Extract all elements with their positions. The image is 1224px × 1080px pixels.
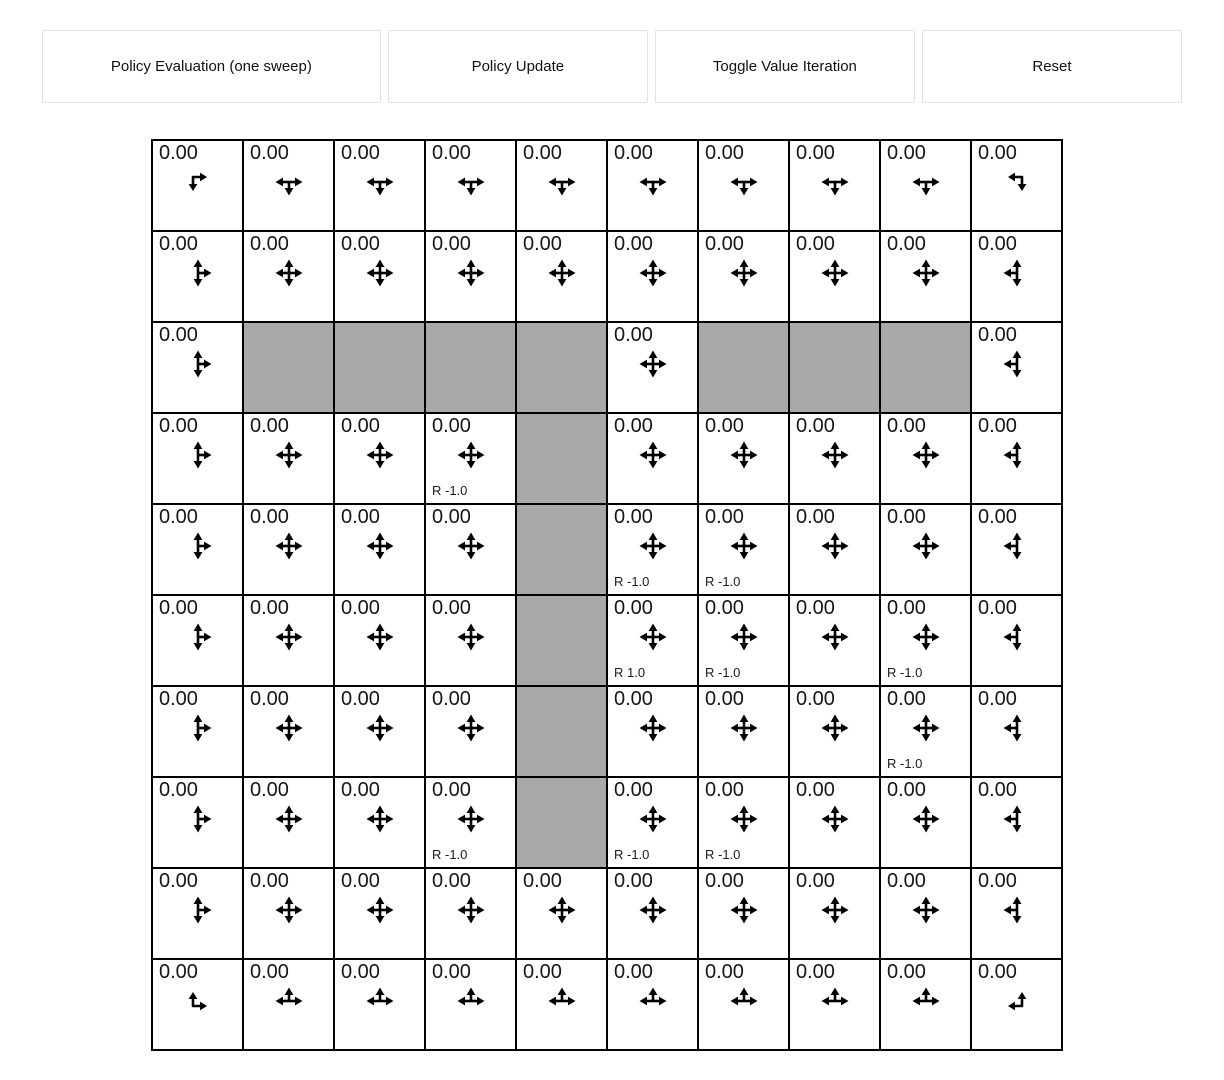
policy-arrows-icon <box>1002 895 1032 925</box>
state-value: 0.00 <box>705 597 744 619</box>
state-value: 0.00 <box>887 142 926 164</box>
policy-arrows-icon <box>638 713 668 743</box>
state-value: 0.00 <box>159 961 198 983</box>
policy-arrows-icon <box>1002 440 1032 470</box>
state-value: 0.00 <box>159 506 198 528</box>
policy-arrows-icon <box>729 713 759 743</box>
policy-arrows-icon <box>729 258 759 288</box>
policy-arrows-icon <box>456 440 486 470</box>
state-value: 0.00 <box>159 597 198 619</box>
policy-arrows-icon <box>274 440 304 470</box>
reward-label: R -1.0 <box>614 847 650 862</box>
policy-arrows-icon <box>274 804 304 834</box>
state-value: 0.00 <box>250 597 289 619</box>
state-value: 0.00 <box>432 415 471 437</box>
state-value: 0.00 <box>341 688 380 710</box>
state-value: 0.00 <box>705 961 744 983</box>
wall-cell <box>516 322 607 413</box>
state-cell <box>516 231 607 322</box>
state-cell <box>607 595 698 686</box>
state-cell <box>880 868 971 959</box>
state-cell <box>698 595 789 686</box>
state-cell <box>789 777 880 868</box>
policy-arrows-icon <box>820 804 850 834</box>
state-value: 0.00 <box>432 961 471 983</box>
state-cell <box>516 959 607 1050</box>
state-cell <box>880 504 971 595</box>
policy-arrows-icon <box>547 986 577 1016</box>
state-cell <box>243 231 334 322</box>
state-value: 0.00 <box>705 506 744 528</box>
state-cell <box>607 140 698 231</box>
policy-arrows-icon <box>183 349 213 379</box>
state-value: 0.00 <box>978 233 1017 255</box>
state-value: 0.00 <box>796 870 835 892</box>
state-value: 0.00 <box>614 961 653 983</box>
state-cell <box>789 959 880 1050</box>
policy-arrows-icon <box>638 622 668 652</box>
policy-arrows-icon <box>638 531 668 561</box>
state-value: 0.00 <box>796 233 835 255</box>
state-cell <box>607 413 698 504</box>
state-value: 0.00 <box>978 506 1017 528</box>
state-cell <box>607 231 698 322</box>
wall-cell <box>698 322 789 413</box>
state-cell <box>152 231 243 322</box>
reward-label: R -1.0 <box>887 665 923 680</box>
state-value: 0.00 <box>432 597 471 619</box>
state-value: 0.00 <box>614 870 653 892</box>
state-value: 0.00 <box>887 688 926 710</box>
policy-arrows-icon <box>365 622 395 652</box>
state-cell <box>334 686 425 777</box>
state-value: 0.00 <box>796 142 835 164</box>
state-cell <box>607 504 698 595</box>
policy-arrows-icon <box>1002 804 1032 834</box>
state-value: 0.00 <box>341 415 380 437</box>
wall-cell <box>789 322 880 413</box>
state-value: 0.00 <box>250 233 289 255</box>
state-cell <box>152 595 243 686</box>
state-cell <box>243 959 334 1050</box>
policy-arrows-icon <box>183 531 213 561</box>
policy-arrows-icon <box>1002 531 1032 561</box>
state-value: 0.00 <box>705 779 744 801</box>
toolbar <box>42 30 1182 103</box>
state-cell <box>971 231 1062 322</box>
reward-label: R -1.0 <box>887 756 923 771</box>
state-value: 0.00 <box>614 597 653 619</box>
state-value: 0.00 <box>978 415 1017 437</box>
state-cell <box>607 959 698 1050</box>
policy-arrows-icon <box>911 986 941 1016</box>
state-cell <box>334 140 425 231</box>
state-cell <box>971 777 1062 868</box>
state-value: 0.00 <box>614 142 653 164</box>
state-value: 0.00 <box>159 142 198 164</box>
policy-arrows-icon <box>638 258 668 288</box>
policy-arrows-icon <box>183 986 213 1016</box>
state-value: 0.00 <box>523 870 562 892</box>
wall-cell <box>243 322 334 413</box>
state-value: 0.00 <box>250 415 289 437</box>
reward-label: R -1.0 <box>432 847 468 862</box>
wall-cell <box>516 777 607 868</box>
state-value: 0.00 <box>978 961 1017 983</box>
policy-arrows-icon <box>911 167 941 197</box>
state-cell <box>971 868 1062 959</box>
policy-arrows-icon <box>456 986 486 1016</box>
state-cell <box>243 504 334 595</box>
policy-arrows-icon <box>456 804 486 834</box>
state-cell <box>607 686 698 777</box>
state-value: 0.00 <box>250 142 289 164</box>
wall-cell <box>880 322 971 413</box>
policy-arrows-icon <box>456 531 486 561</box>
state-value: 0.00 <box>523 142 562 164</box>
state-cell <box>334 777 425 868</box>
state-cell <box>880 140 971 231</box>
state-cell <box>698 777 789 868</box>
state-value: 0.00 <box>341 961 380 983</box>
state-value: 0.00 <box>341 597 380 619</box>
state-value: 0.00 <box>432 870 471 892</box>
policy-arrows-icon <box>456 258 486 288</box>
policy-arrows-icon <box>638 804 668 834</box>
policy-arrows-icon <box>456 167 486 197</box>
state-value: 0.00 <box>614 415 653 437</box>
wall-cell <box>516 504 607 595</box>
state-cell <box>243 686 334 777</box>
state-value: 0.00 <box>887 506 926 528</box>
policy-arrows-icon <box>183 167 213 197</box>
state-value: 0.00 <box>796 506 835 528</box>
policy-arrows-icon <box>911 258 941 288</box>
state-cell <box>607 322 698 413</box>
policy-arrows-icon <box>274 895 304 925</box>
policy-arrows-icon <box>820 986 850 1016</box>
state-value: 0.00 <box>523 961 562 983</box>
state-cell <box>971 686 1062 777</box>
policy-arrows-icon <box>911 804 941 834</box>
state-cell <box>334 413 425 504</box>
state-cell <box>152 868 243 959</box>
policy-arrows-icon <box>729 986 759 1016</box>
policy-arrows-icon <box>274 713 304 743</box>
reward-label: R 1.0 <box>614 665 646 680</box>
state-value: 0.00 <box>159 233 198 255</box>
state-cell <box>152 140 243 231</box>
state-cell <box>425 140 516 231</box>
state-value: 0.00 <box>159 870 198 892</box>
state-cell <box>880 959 971 1050</box>
state-cell <box>425 413 516 504</box>
state-value: 0.00 <box>432 779 471 801</box>
state-cell <box>425 231 516 322</box>
state-cell <box>698 413 789 504</box>
state-value: 0.00 <box>250 961 289 983</box>
policy-arrows-icon <box>456 622 486 652</box>
policy-arrows-icon <box>820 895 850 925</box>
state-cell <box>698 686 789 777</box>
state-value: 0.00 <box>341 142 380 164</box>
state-cell <box>425 686 516 777</box>
state-cell <box>789 140 880 231</box>
policy-arrows-icon <box>183 895 213 925</box>
policy-arrows-icon <box>820 622 850 652</box>
state-value: 0.00 <box>887 597 926 619</box>
state-value: 0.00 <box>887 415 926 437</box>
state-cell <box>516 140 607 231</box>
reward-label: R -1.0 <box>705 665 741 680</box>
state-value: 0.00 <box>978 142 1017 164</box>
policy-arrows-icon <box>638 440 668 470</box>
state-value: 0.00 <box>978 870 1017 892</box>
state-value: 0.00 <box>705 688 744 710</box>
state-cell <box>789 413 880 504</box>
policy-arrows-icon <box>820 167 850 197</box>
state-cell <box>334 504 425 595</box>
state-value: 0.00 <box>432 506 471 528</box>
state-cell <box>880 686 971 777</box>
state-cell <box>152 504 243 595</box>
policy-arrows-icon <box>274 531 304 561</box>
toggle-value-iteration-button[interactable]: Toggle Value Iteration <box>655 30 915 103</box>
state-value: 0.00 <box>341 779 380 801</box>
policy-arrows-icon <box>1002 713 1032 743</box>
state-cell <box>607 777 698 868</box>
state-value: 0.00 <box>159 324 198 346</box>
policy-arrows-icon <box>183 258 213 288</box>
state-value: 0.00 <box>978 688 1017 710</box>
state-value: 0.00 <box>159 779 198 801</box>
state-cell <box>152 322 243 413</box>
policy-arrows-icon <box>729 622 759 652</box>
state-cell <box>334 959 425 1050</box>
state-value: 0.00 <box>341 870 380 892</box>
state-cell <box>789 231 880 322</box>
state-cell <box>425 959 516 1050</box>
wall-cell <box>516 595 607 686</box>
state-cell <box>152 959 243 1050</box>
policy-arrows-icon <box>365 895 395 925</box>
state-value: 0.00 <box>614 688 653 710</box>
policy-arrows-icon <box>729 804 759 834</box>
state-value: 0.00 <box>887 961 926 983</box>
reward-label: R -1.0 <box>614 574 650 589</box>
state-value: 0.00 <box>614 324 653 346</box>
policy-arrows-icon <box>456 713 486 743</box>
state-value: 0.00 <box>159 415 198 437</box>
state-value: 0.00 <box>796 597 835 619</box>
state-value: 0.00 <box>887 779 926 801</box>
state-cell <box>243 595 334 686</box>
state-cell <box>971 959 1062 1050</box>
state-cell <box>152 777 243 868</box>
state-value: 0.00 <box>887 233 926 255</box>
state-value: 0.00 <box>432 688 471 710</box>
state-cell <box>334 868 425 959</box>
state-cell <box>880 777 971 868</box>
state-cell <box>425 595 516 686</box>
state-cell <box>607 868 698 959</box>
policy-arrows-icon <box>820 258 850 288</box>
policy-grid <box>151 139 1063 1051</box>
state-value: 0.00 <box>705 415 744 437</box>
policy-arrows-icon <box>638 167 668 197</box>
wall-cell <box>334 322 425 413</box>
state-cell <box>880 231 971 322</box>
state-cell <box>971 322 1062 413</box>
state-cell <box>789 595 880 686</box>
policy-update-button[interactable]: Policy Update <box>388 30 648 103</box>
policy-arrows-icon <box>729 895 759 925</box>
policy-arrows-icon <box>183 713 213 743</box>
policy-arrows-icon <box>729 531 759 561</box>
state-value: 0.00 <box>705 142 744 164</box>
state-value: 0.00 <box>705 233 744 255</box>
policy-arrows-icon <box>183 622 213 652</box>
state-value: 0.00 <box>250 688 289 710</box>
state-cell <box>425 504 516 595</box>
policy-evaluation-button[interactable]: Policy Evaluation (one sweep) <box>42 30 381 103</box>
state-value: 0.00 <box>887 870 926 892</box>
state-cell <box>880 413 971 504</box>
policy-arrows-icon <box>1002 622 1032 652</box>
reward-label: R -1.0 <box>432 483 468 498</box>
state-value: 0.00 <box>250 506 289 528</box>
policy-arrows-icon <box>911 713 941 743</box>
state-cell <box>243 140 334 231</box>
state-value: 0.00 <box>159 688 198 710</box>
policy-arrows-icon <box>183 440 213 470</box>
policy-arrows-icon <box>365 531 395 561</box>
state-value: 0.00 <box>523 233 562 255</box>
policy-arrows-icon <box>547 167 577 197</box>
state-value: 0.00 <box>432 233 471 255</box>
state-value: 0.00 <box>796 415 835 437</box>
state-value: 0.00 <box>705 870 744 892</box>
policy-arrows-icon <box>820 440 850 470</box>
state-cell <box>971 413 1062 504</box>
policy-arrows-icon <box>456 895 486 925</box>
state-cell <box>334 231 425 322</box>
state-value: 0.00 <box>614 779 653 801</box>
reset-button[interactable]: Reset <box>922 30 1182 103</box>
policy-arrows-icon <box>911 531 941 561</box>
policy-arrows-icon <box>911 895 941 925</box>
policy-arrows-icon <box>365 440 395 470</box>
reward-label: R -1.0 <box>705 574 741 589</box>
policy-arrows-icon <box>365 804 395 834</box>
policy-arrows-icon <box>274 258 304 288</box>
state-cell <box>152 686 243 777</box>
state-cell <box>243 777 334 868</box>
state-cell <box>698 868 789 959</box>
policy-arrows-icon <box>274 622 304 652</box>
policy-arrows-icon <box>729 167 759 197</box>
state-cell <box>971 595 1062 686</box>
state-value: 0.00 <box>250 779 289 801</box>
policy-arrows-icon <box>365 713 395 743</box>
policy-arrows-icon <box>911 440 941 470</box>
policy-arrows-icon <box>365 167 395 197</box>
state-cell <box>698 140 789 231</box>
state-value: 0.00 <box>432 142 471 164</box>
policy-arrows-icon <box>274 167 304 197</box>
policy-arrows-icon <box>547 258 577 288</box>
state-cell <box>334 595 425 686</box>
wall-cell <box>516 413 607 504</box>
policy-arrows-icon <box>820 713 850 743</box>
state-value: 0.00 <box>614 233 653 255</box>
state-cell <box>789 686 880 777</box>
state-cell <box>789 504 880 595</box>
policy-arrows-icon <box>638 986 668 1016</box>
policy-arrows-icon <box>820 531 850 561</box>
state-cell <box>698 959 789 1050</box>
state-value: 0.00 <box>796 779 835 801</box>
state-cell <box>243 868 334 959</box>
reward-label: R -1.0 <box>705 847 741 862</box>
state-value: 0.00 <box>796 961 835 983</box>
state-cell <box>698 504 789 595</box>
state-value: 0.00 <box>978 324 1017 346</box>
policy-arrows-icon <box>638 349 668 379</box>
state-cell <box>152 413 243 504</box>
policy-arrows-icon <box>183 804 213 834</box>
state-value: 0.00 <box>978 597 1017 619</box>
state-value: 0.00 <box>341 506 380 528</box>
state-value: 0.00 <box>978 779 1017 801</box>
policy-arrows-icon <box>1002 167 1032 197</box>
wall-cell <box>425 322 516 413</box>
policy-arrows-icon <box>365 986 395 1016</box>
state-cell <box>516 868 607 959</box>
state-cell <box>425 868 516 959</box>
state-value: 0.00 <box>341 233 380 255</box>
state-cell <box>425 777 516 868</box>
policy-arrows-icon <box>1002 258 1032 288</box>
policy-arrows-icon <box>365 258 395 288</box>
state-cell <box>698 231 789 322</box>
state-value: 0.00 <box>250 870 289 892</box>
wall-cell <box>516 686 607 777</box>
state-value: 0.00 <box>796 688 835 710</box>
policy-arrows-icon <box>547 895 577 925</box>
policy-arrows-icon <box>274 986 304 1016</box>
policy-arrows-icon <box>638 895 668 925</box>
policy-arrows-icon <box>1002 349 1032 379</box>
state-value: 0.00 <box>614 506 653 528</box>
policy-arrows-icon <box>1002 986 1032 1016</box>
policy-arrows-icon <box>729 440 759 470</box>
policy-arrows-icon <box>911 622 941 652</box>
state-cell <box>880 595 971 686</box>
state-cell <box>243 413 334 504</box>
state-cell <box>789 868 880 959</box>
state-cell <box>971 504 1062 595</box>
state-cell <box>971 140 1062 231</box>
